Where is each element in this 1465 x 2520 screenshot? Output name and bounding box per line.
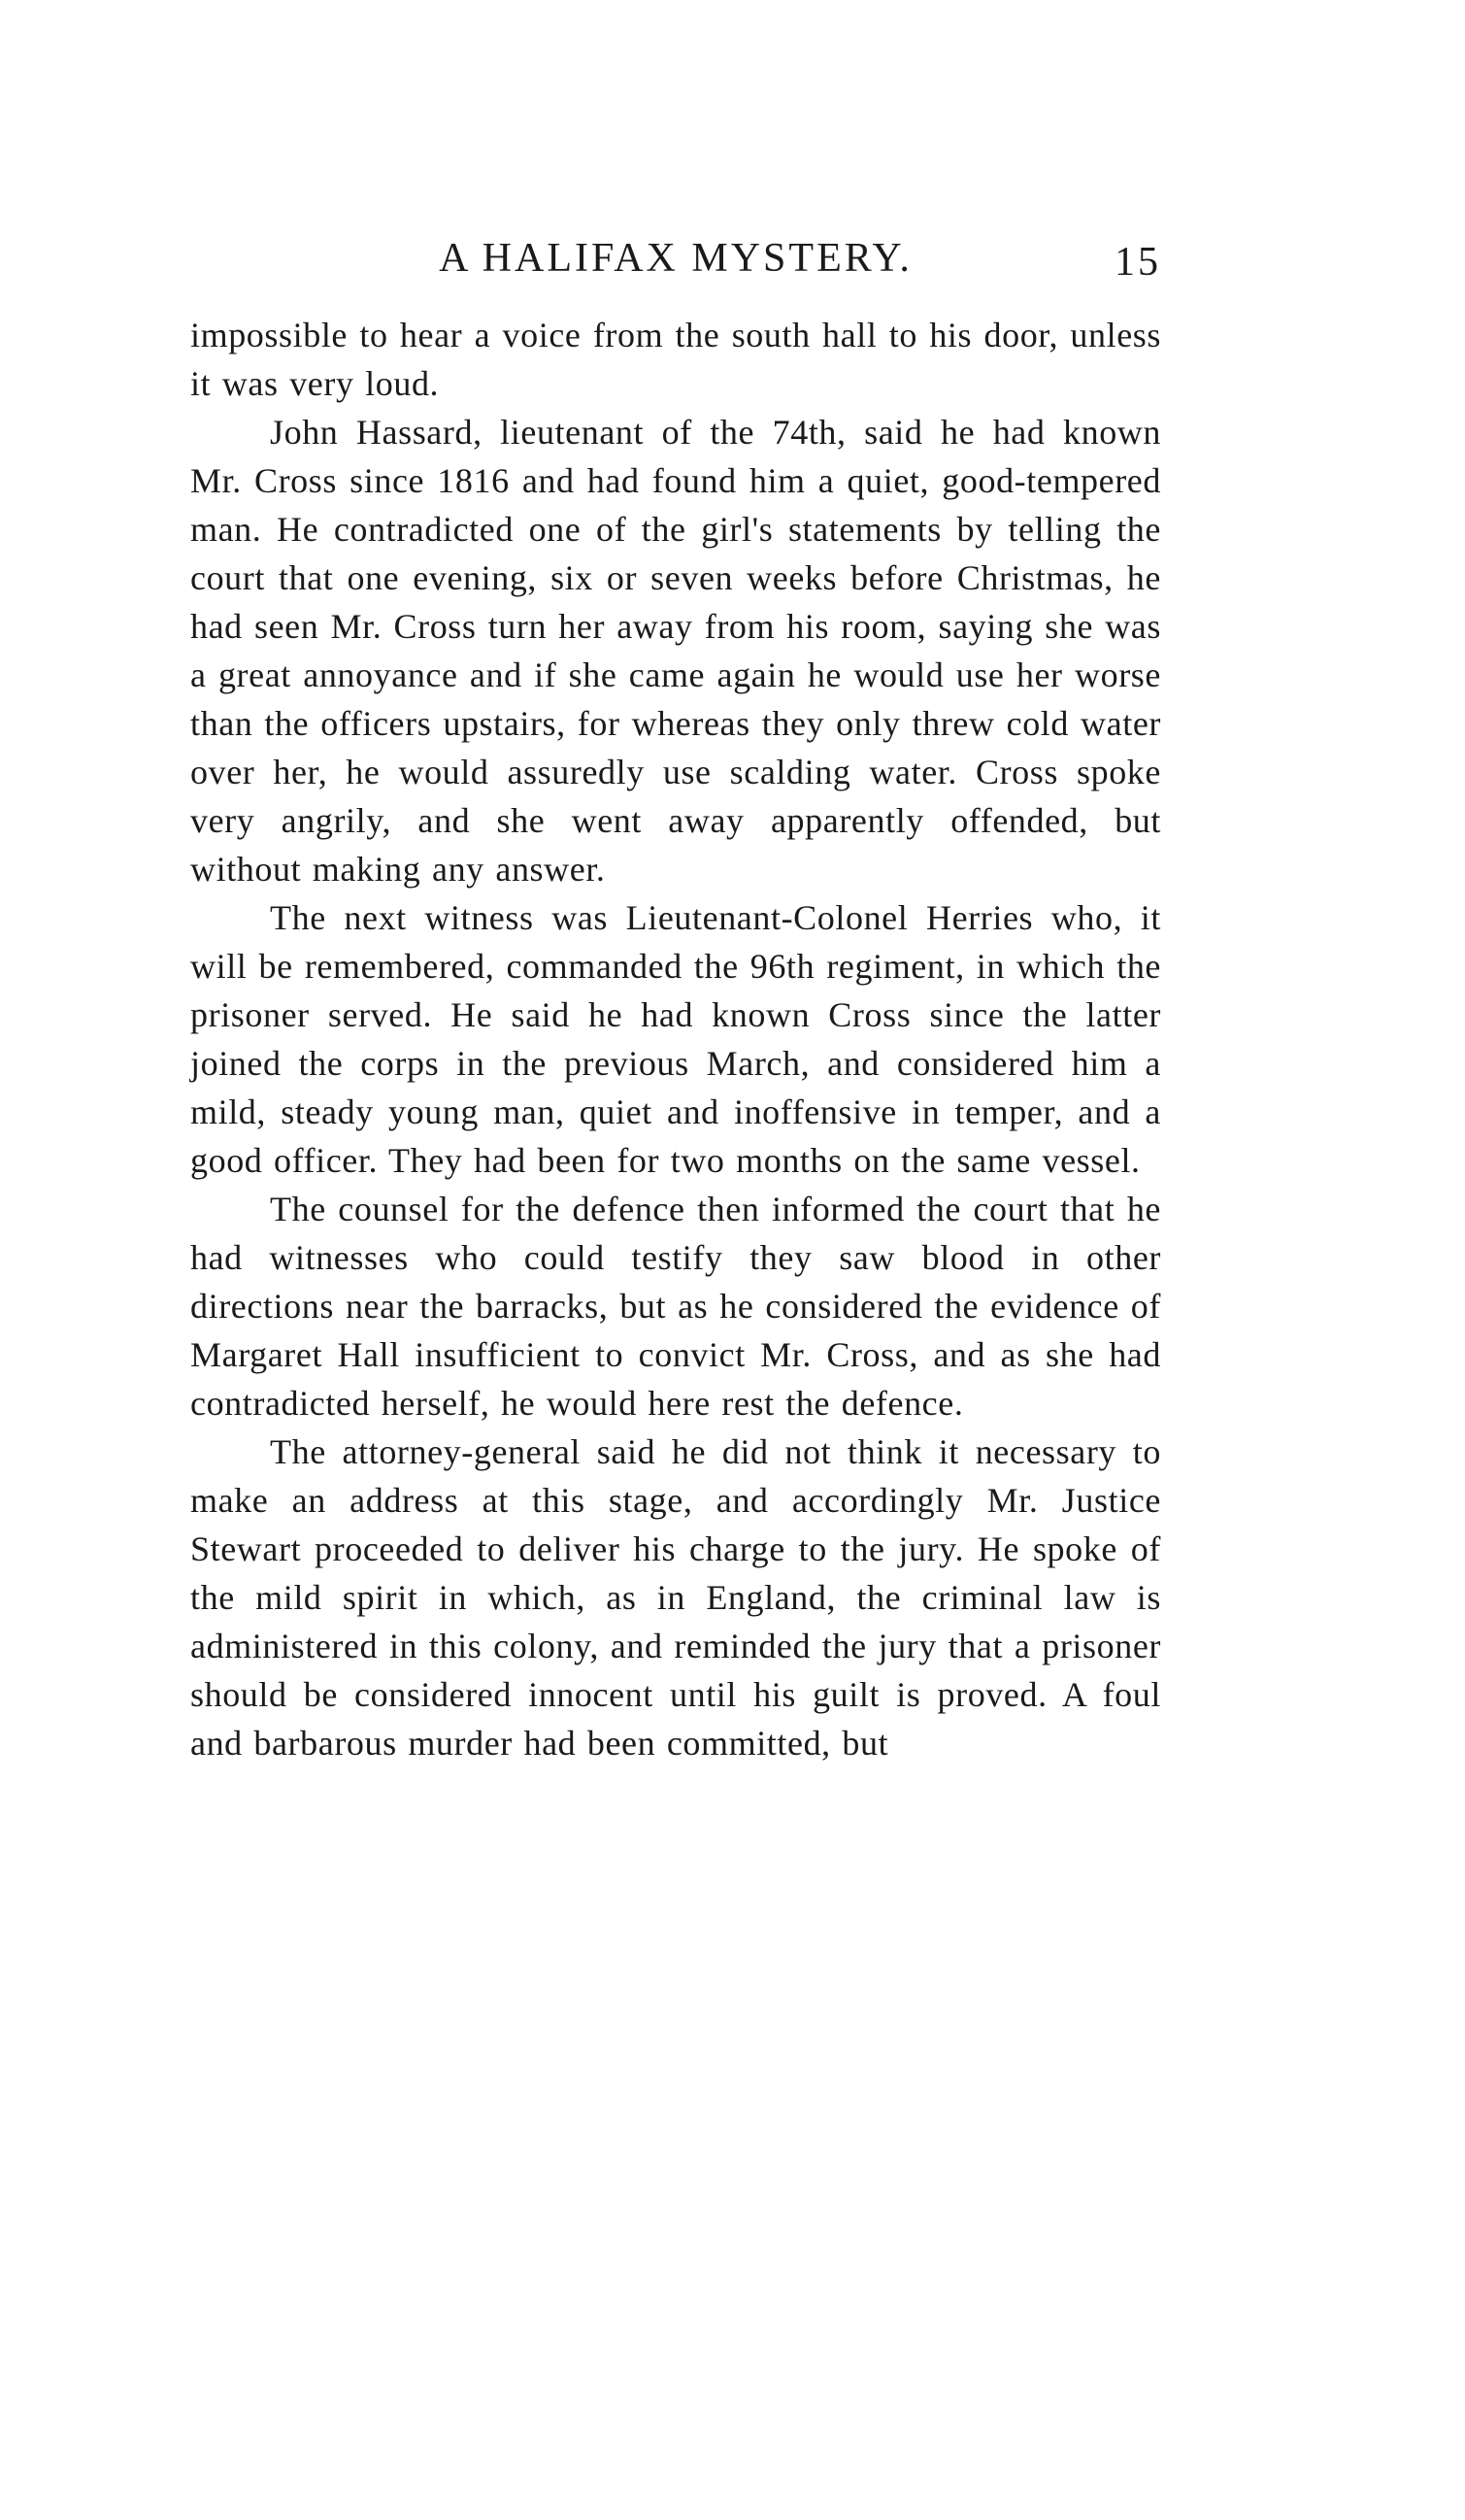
body-text: [190, 311, 1161, 1767]
paragraph-herries-testimony: The next witness was Lieutenant-Colonel Herries who, it will be remembered, commanded the 96th regiment, in which the prisoner served. He said he had known Cross since the latter joined the corps in the previous March, and considered him a mild, steady young man, quiet and inoffensive in temper, and a good officer. They had been for two months on the same vessel.: [190, 898, 1161, 1180]
paragraph-hassard-testimony: John Hassard, lieutenant of the 74th, said he had known Mr. Cross since 1816 and had found him a quiet, good-tempered man. He contradicted one of the girl's statements by telling the court that one evening, six or seven weeks before Christmas, he had seen Mr. Cross turn her away from his room, saying she was a great annoyance and if she came again he would use her worse than the officers upstairs, for whereas they only threw cold water over her, he would assuredly use scalding water. Cross spoke very angrily, and she went away apparently offended, but without making any answer.: [190, 413, 1161, 889]
paragraph-judge-charge: The attorney-general said he did not think it necessary to make an address at this stage, and accordingly Mr. Justice Stewart proceeded to deliver his charge to the jury. He spoke of the mild spirit in which, as in England, the criminal law is administered in this colony, and reminded the jury that a prisoner should be considered innocent until his guilt is proved. A foul and barbarous murder had been committed, but: [190, 1432, 1161, 1763]
running-title: A HALIFAX MYSTERY.: [439, 236, 913, 281]
page-header: [190, 229, 1161, 287]
paragraph-continuation: impossible to hear a voice from the south hall to his door, unless it was very loud.: [190, 316, 1161, 403]
page-number: 15: [1115, 240, 1161, 285]
paragraph-defence-rests: The counsel for the defence then informed the court that he had witnesses who could testify they saw blood in other directions near the barracks, but as he considered the evidence of Margaret Hall insufficient to convict Mr. Cross, and as she had contradicted herself, he would here rest the defence.: [190, 1190, 1161, 1423]
